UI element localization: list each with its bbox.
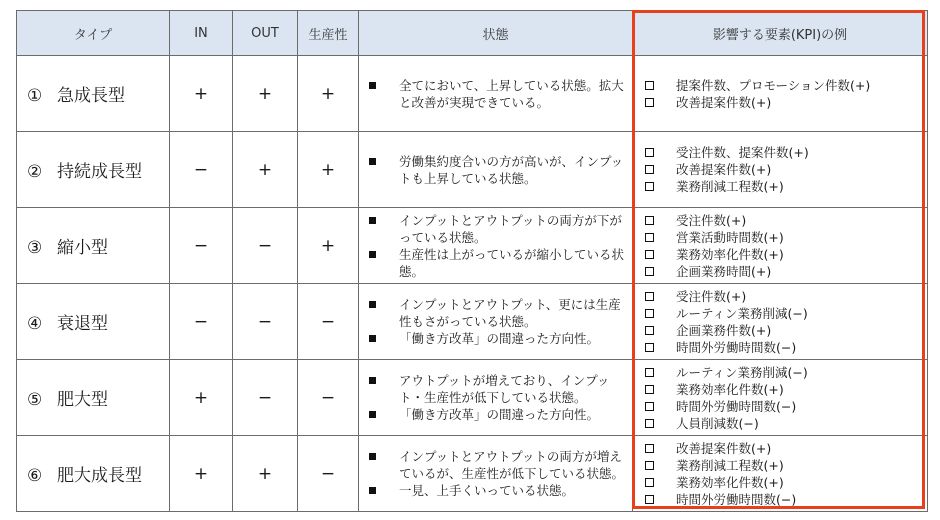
kpi-list [645, 440, 923, 508]
in-cell: − [170, 132, 233, 208]
out-cell: − [233, 360, 298, 436]
kpi-item: 提案件数、プロモーション件数(+) [645, 77, 923, 94]
kpi-item: 業務削減工程数(+) [645, 178, 923, 195]
kpi-item: 時間外労働時間数(−) [645, 339, 923, 356]
header-productivity: 生産性 [298, 11, 359, 56]
kpi-item: 受注件数(+) [645, 288, 923, 305]
table-row [17, 436, 928, 512]
in-cell: + [170, 436, 233, 512]
productivity-cell: − [298, 284, 359, 360]
kpi-cell [633, 132, 928, 208]
kpi-item: 時間外労働時間数(−) [645, 491, 923, 508]
type-cell [17, 56, 170, 132]
state-item: 「働き方改革」の間違った方向性。 [369, 406, 624, 423]
kpi-item: 業務削減工程数(+) [645, 457, 923, 474]
state-item: インプットとアウトプットの両方が下がっている状態。 [369, 212, 624, 246]
out-cell: + [233, 132, 298, 208]
productivity-cell: − [298, 436, 359, 512]
kpi-item: 人員削減数(−) [645, 415, 923, 432]
header-in: IN [170, 11, 233, 56]
kpi-item: 受注件数、提案件数(+) [645, 144, 923, 161]
kpi-cell [633, 284, 928, 360]
kpi-item: ルーティン業務削減(−) [645, 364, 923, 381]
type-name: 衰退型 [57, 314, 108, 334]
state-cell [359, 284, 633, 360]
in-cell: − [170, 208, 233, 284]
state-cell [359, 132, 633, 208]
type-number: ③ [27, 238, 43, 258]
in-cell: + [170, 56, 233, 132]
state-cell [359, 360, 633, 436]
type-number: ④ [27, 314, 43, 334]
kpi-cell [633, 208, 928, 284]
kpi-item: 改善提案件数(+) [645, 440, 923, 457]
kpi-list [645, 364, 923, 432]
in-cell: − [170, 284, 233, 360]
kpi-type-table [16, 10, 928, 512]
header-state: 状態 [359, 11, 633, 56]
kpi-list [645, 288, 923, 356]
state-list [369, 77, 624, 111]
state-list [369, 296, 624, 347]
type-number: ① [27, 86, 43, 106]
state-cell [359, 56, 633, 132]
table-row [17, 360, 928, 436]
type-cell [17, 132, 170, 208]
state-item: 一見、上手くいっている状態。 [369, 482, 624, 499]
state-item: インプットとアウトプットの両方が増えているが、生産性が低下している状態。 [369, 448, 624, 482]
kpi-item: 営業活動時間数(+) [645, 229, 923, 246]
kpi-item: 改善提案件数(+) [645, 161, 923, 178]
type-name: 持続成長型 [57, 162, 142, 182]
type-name: 縮小型 [57, 238, 108, 258]
productivity-cell: + [298, 208, 359, 284]
kpi-item: 受注件数(+) [645, 212, 923, 229]
type-name: 肥大型 [57, 390, 108, 410]
table-row [17, 56, 928, 132]
kpi-item: 時間外労働時間数(−) [645, 398, 923, 415]
kpi-item: ルーティン業務削減(−) [645, 305, 923, 322]
header-type: タイプ [17, 11, 170, 56]
productivity-cell: − [298, 360, 359, 436]
kpi-cell [633, 56, 928, 132]
type-name: 急成長型 [57, 86, 125, 106]
state-item: 生産性は上がっているが縮小している状態。 [369, 246, 624, 280]
kpi-list [645, 77, 923, 111]
kpi-cell [633, 436, 928, 512]
productivity-cell: + [298, 132, 359, 208]
kpi-list [645, 212, 923, 280]
header-row [17, 11, 928, 56]
state-list [369, 372, 624, 423]
out-cell: − [233, 208, 298, 284]
state-list [369, 212, 624, 280]
in-cell: + [170, 360, 233, 436]
type-cell [17, 284, 170, 360]
state-item: 労働集約度合いの方が高いが、インプットも上昇している状態。 [369, 153, 624, 187]
kpi-item: 企画業務件数(+) [645, 322, 923, 339]
table-row [17, 208, 928, 284]
out-cell: + [233, 436, 298, 512]
type-cell [17, 436, 170, 512]
state-cell [359, 436, 633, 512]
header-kpi: 影響する要素(KPI)の例 [633, 11, 928, 56]
type-name: 肥大成長型 [57, 466, 142, 486]
table-row [17, 132, 928, 208]
type-number: ⑥ [27, 466, 43, 486]
state-item: インプットとアウトプット、更には生産性もさがっている状態。 [369, 296, 624, 330]
kpi-list [645, 144, 923, 195]
type-cell [17, 208, 170, 284]
state-cell [359, 208, 633, 284]
type-number: ⑤ [27, 390, 43, 410]
state-item: アウトプットが増えており、インプット・生産性が低下している状態。 [369, 372, 624, 406]
type-cell [17, 360, 170, 436]
state-item: 全てにおいて、上昇している状態。拡大と改善が実現できている。 [369, 77, 624, 111]
state-item: 「働き方改革」の間違った方向性。 [369, 330, 624, 347]
state-list [369, 153, 624, 187]
kpi-item: 業務効率化件数(+) [645, 474, 923, 491]
type-number: ② [27, 162, 43, 182]
kpi-item: 業務効率化件数(+) [645, 381, 923, 398]
out-cell: − [233, 284, 298, 360]
out-cell: + [233, 56, 298, 132]
kpi-item: 改善提案件数(+) [645, 94, 923, 111]
productivity-cell: + [298, 56, 359, 132]
table-row [17, 284, 928, 360]
header-out: OUT [233, 11, 298, 56]
state-list [369, 448, 624, 499]
kpi-item: 企画業務時間(+) [645, 263, 923, 280]
kpi-cell [633, 360, 928, 436]
kpi-item: 業務効率化件数(+) [645, 246, 923, 263]
